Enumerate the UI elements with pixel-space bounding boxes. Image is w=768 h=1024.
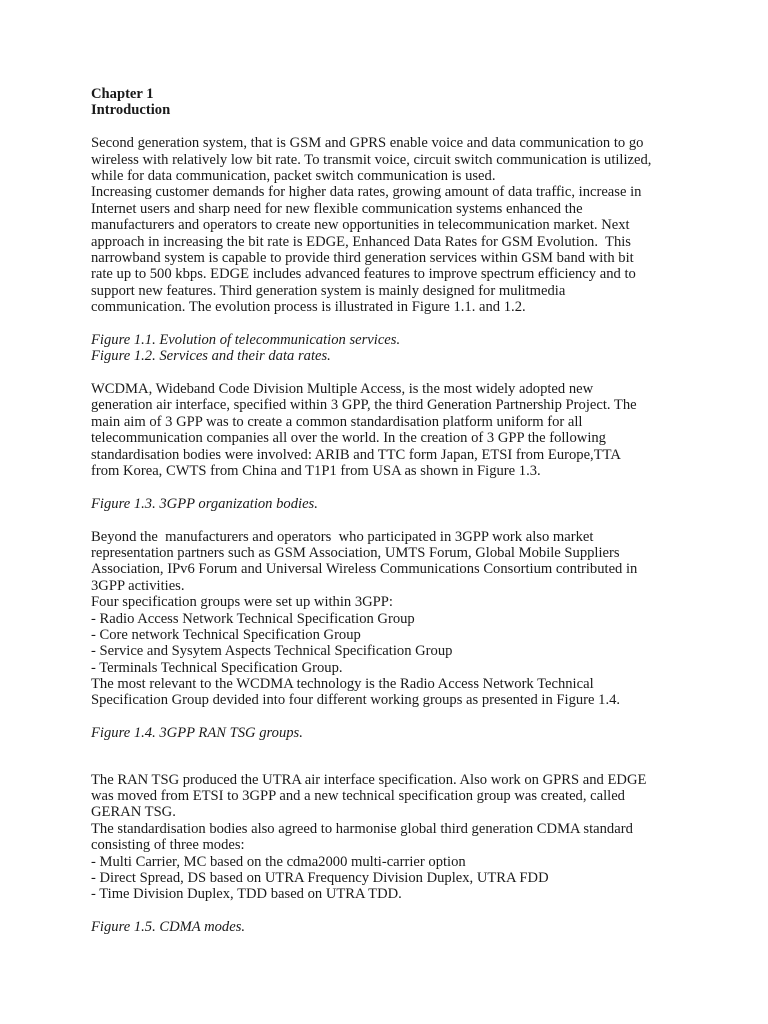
list-item: - Multi Carrier, MC based on the cdma2000 multi-carrier option: [91, 853, 466, 870]
text-line: narrowband system is capable to provide third generation services within GSM band with bit: [91, 249, 634, 266]
list-item: - Core network Technical Specification Group: [91, 626, 361, 643]
text-line: Internet users and sharp need for new flexible communication systems enhanced the: [91, 200, 583, 217]
text-line: The RAN TSG produced the UTRA air interface specification. Also work on GPRS and EDGE: [91, 771, 647, 788]
text-line: WCDMA, Wideband Code Division Multiple Access, is the most widely adopted new: [91, 381, 594, 398]
list-item: - Radio Access Network Technical Specification Group: [91, 610, 415, 627]
chapter-title: Introduction: [91, 102, 171, 119]
text-line: Four specification groups were set up within 3GPP:: [91, 594, 393, 611]
text-line: was moved from ETSI to 3GPP and a new technical specification group was created, called: [91, 788, 625, 805]
text-line: manufacturers and operators to create new opportunities in telecommunication market. Next: [91, 217, 630, 234]
figure-caption: Figure 1.2. Services and their data rates.: [91, 348, 331, 365]
paragraph-wcdma: [91, 381, 691, 479]
text-line: standardisation bodies were involved: ARIB and TTC form Japan, ETSI from Europe,TTA: [91, 446, 621, 463]
figure-caption: Figure 1.5. CDMA modes.: [91, 919, 246, 936]
chapter-label: Chapter 1: [91, 86, 154, 102]
text-line: while for data communication, packet switch communication is used.: [91, 167, 496, 184]
text-line: main aim of 3 GPP was to create a common standardisation platform uniform for all: [91, 413, 583, 430]
text-line: 3GPP activities.: [91, 577, 185, 594]
document-body: [91, 86, 691, 936]
figure-captions-1-2: [91, 332, 691, 365]
text-line: consisting of three modes:: [91, 837, 245, 854]
text-line: Beyond the manufacturers and operators who participated in 3GPP work also market: [91, 528, 594, 545]
text-line: telecommunication companies all over the world. In the creation of 3 GPP the following: [91, 430, 606, 447]
text-line: The standardisation bodies also agreed to harmonise global third generation CDMA standard: [91, 820, 633, 837]
text-line: rate up to 500 kbps. EDGE includes advanced features to improve spectrum efficiency and to: [91, 266, 636, 283]
text-line: wireless with relatively low bit rate. To transmit voice, circuit switch communication is utilized,: [91, 151, 652, 168]
text-line: GERAN TSG.: [91, 804, 176, 821]
text-line: Specification Group devided into four different working groups as presented in Figure 1.4.: [91, 692, 621, 709]
list-item: - Terminals Technical Specification Group.: [91, 659, 343, 676]
paragraph-ran-tsg: [91, 772, 691, 903]
text-line: representation partners such as GSM Association, UMTS Forum, Global Mobile Suppliers: [91, 544, 620, 561]
paragraph-intro: [91, 135, 691, 315]
text-line: Increasing customer demands for higher data rates, growing amount of data traffic, increase in: [91, 184, 642, 201]
text-line: Second generation system, that is GSM and GPRS enable voice and data communication to go: [91, 135, 644, 152]
text-line: approach in increasing the bit rate is EDGE, Enhanced Data Rates for GSM Evolution. This: [91, 233, 631, 250]
list-item: - Direct Spread, DS based on UTRA Frequency Division Duplex, UTRA FDD: [91, 869, 549, 886]
paragraph-3gpp: [91, 529, 691, 709]
text-line: generation air interface, specified within 3 GPP, the third Generation Partnership Project. The: [91, 397, 637, 414]
text-line: Association, IPv6 Forum and Universal Wireless Communications Consortium contributed in: [91, 561, 638, 578]
list-item: - Service and Sysytem Aspects Technical Specification Group: [91, 643, 453, 660]
figure-caption: Figure 1.1. Evolution of telecommunication services.: [91, 331, 401, 348]
text-line: from Korea, CWTS from China and T1P1 from USA as shown in Figure 1.3.: [91, 462, 541, 479]
figure-caption: Figure 1.4. 3GPP RAN TSG groups.: [91, 725, 303, 742]
text-line: support new features. Third generation system is mainly designed for mulitmedia: [91, 282, 566, 299]
text-line: communication. The evolution process is illustrated in Figure 1.1. and 1.2.: [91, 299, 526, 316]
text-line: The most relevant to the WCDMA technology is the Radio Access Network Technical: [91, 676, 594, 693]
list-item: - Time Division Duplex, TDD based on UTRA TDD.: [91, 886, 402, 903]
figure-caption: Figure 1.3. 3GPP organization bodies.: [91, 495, 318, 512]
